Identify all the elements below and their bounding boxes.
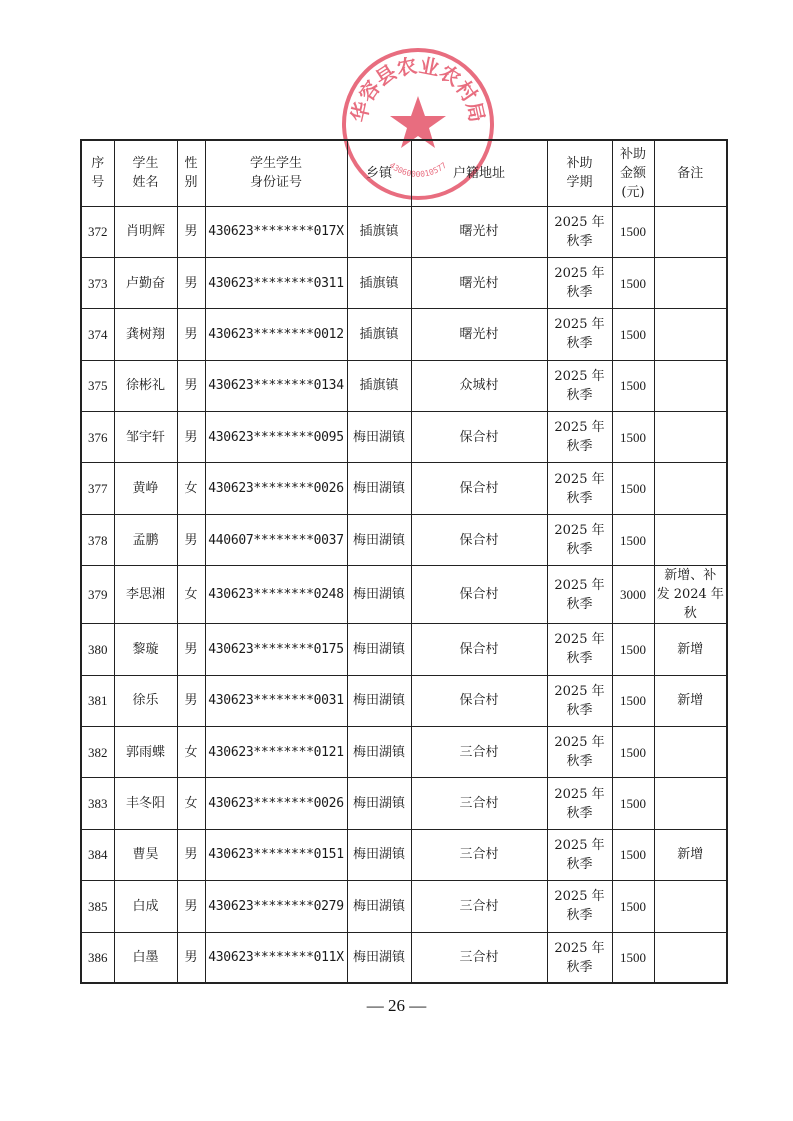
cell-id-number: 430623********0175 <box>205 624 347 675</box>
cell-address: 三合村 <box>411 829 547 880</box>
cell-term: 2025 年 秋季 <box>547 412 612 463</box>
cell-remarks <box>654 932 727 983</box>
cell-name: 肖明辉 <box>114 206 177 257</box>
cell-term: 2025 年 秋季 <box>547 881 612 932</box>
cell-township: 梅田湖镇 <box>347 463 411 514</box>
cell-township: 梅田湖镇 <box>347 412 411 463</box>
header-remarks: 备注 <box>654 140 727 206</box>
cell-amount: 1500 <box>612 412 654 463</box>
cell-term: 2025 年 秋季 <box>547 514 612 565</box>
cell-address: 保合村 <box>411 566 547 624</box>
cell-name: 白成 <box>114 881 177 932</box>
cell-index: 386 <box>81 932 114 983</box>
cell-id-number: 430623********0026 <box>205 778 347 829</box>
cell-amount: 3000 <box>612 566 654 624</box>
cell-gender: 男 <box>177 514 205 565</box>
cell-id-number: 430623********0095 <box>205 412 347 463</box>
cell-gender: 男 <box>177 881 205 932</box>
cell-index: 378 <box>81 514 114 565</box>
cell-term: 2025 年 秋季 <box>547 624 612 675</box>
cell-id-number: 430623********0134 <box>205 360 347 411</box>
cell-address: 三合村 <box>411 778 547 829</box>
cell-amount: 1500 <box>612 727 654 778</box>
table-row <box>81 309 727 360</box>
cell-address: 保合村 <box>411 514 547 565</box>
cell-amount: 1500 <box>612 829 654 880</box>
table-row <box>81 932 727 983</box>
cell-term: 2025 年 秋季 <box>547 778 612 829</box>
cell-township: 插旗镇 <box>347 257 411 308</box>
cell-township: 梅田湖镇 <box>347 675 411 726</box>
cell-gender: 男 <box>177 829 205 880</box>
cell-name: 曹昊 <box>114 829 177 880</box>
cell-amount: 1500 <box>612 360 654 411</box>
cell-amount: 1500 <box>612 463 654 514</box>
cell-amount: 1500 <box>612 206 654 257</box>
cell-name: 孟鹏 <box>114 514 177 565</box>
seal-code: 4306000010577 <box>387 160 449 179</box>
cell-id-number: 430623********011X <box>205 932 347 983</box>
cell-address: 保合村 <box>411 463 547 514</box>
cell-term: 2025 年 秋季 <box>547 360 612 411</box>
cell-remarks <box>654 881 727 932</box>
cell-index: 376 <box>81 412 114 463</box>
cell-address: 保合村 <box>411 624 547 675</box>
cell-amount: 1500 <box>612 514 654 565</box>
cell-address: 三合村 <box>411 727 547 778</box>
cell-remarks <box>654 360 727 411</box>
cell-index: 383 <box>81 778 114 829</box>
cell-name: 郭雨蝶 <box>114 727 177 778</box>
cell-index: 380 <box>81 624 114 675</box>
cell-name: 徐彬礼 <box>114 360 177 411</box>
cell-address: 三合村 <box>411 932 547 983</box>
cell-term: 2025 年 秋季 <box>547 829 612 880</box>
cell-remarks <box>654 778 727 829</box>
cell-name: 卢勤奋 <box>114 257 177 308</box>
cell-gender: 女 <box>177 778 205 829</box>
cell-index: 381 <box>81 675 114 726</box>
cell-gender: 男 <box>177 624 205 675</box>
cell-address: 曙光村 <box>411 257 547 308</box>
cell-index: 384 <box>81 829 114 880</box>
header-row <box>81 140 727 206</box>
cell-term: 2025 年 秋季 <box>547 257 612 308</box>
seal-text: 华容县农业农村局 <box>346 53 490 125</box>
table-row <box>81 778 727 829</box>
cell-address: 保合村 <box>411 675 547 726</box>
table-row <box>81 675 727 726</box>
cell-township: 梅田湖镇 <box>347 624 411 675</box>
table-row <box>81 514 727 565</box>
cell-remarks <box>654 463 727 514</box>
cell-township: 梅田湖镇 <box>347 727 411 778</box>
cell-remarks: 新增、补 发 2024 年 秋 <box>654 566 727 624</box>
header-term: 补助 学期 <box>547 140 612 206</box>
cell-township: 梅田湖镇 <box>347 829 411 880</box>
subsidy-roster-table <box>80 139 728 984</box>
table-row <box>81 463 727 514</box>
cell-id-number: 430623********0311 <box>205 257 347 308</box>
cell-index: 379 <box>81 566 114 624</box>
cell-gender: 男 <box>177 360 205 411</box>
cell-gender: 男 <box>177 932 205 983</box>
header-amount: 补助 金额 (元) <box>612 140 654 206</box>
cell-name: 黄峥 <box>114 463 177 514</box>
cell-gender: 女 <box>177 727 205 778</box>
cell-remarks <box>654 206 727 257</box>
cell-id-number: 430623********0026 <box>205 463 347 514</box>
cell-address: 三合村 <box>411 881 547 932</box>
cell-index: 385 <box>81 881 114 932</box>
cell-township: 插旗镇 <box>347 360 411 411</box>
cell-term: 2025 年 秋季 <box>547 309 612 360</box>
cell-remarks: 新增 <box>654 624 727 675</box>
header-gender: 性 别 <box>177 140 205 206</box>
cell-name: 白墨 <box>114 932 177 983</box>
table-row <box>81 624 727 675</box>
cell-remarks <box>654 412 727 463</box>
cell-id-number: 440607********0037 <box>205 514 347 565</box>
cell-gender: 男 <box>177 412 205 463</box>
cell-address: 曙光村 <box>411 206 547 257</box>
cell-id-number: 430623********0012 <box>205 309 347 360</box>
cell-amount: 1500 <box>612 675 654 726</box>
cell-gender: 女 <box>177 463 205 514</box>
table-row <box>81 829 727 880</box>
cell-remarks: 新增 <box>654 829 727 880</box>
cell-term: 2025 年 秋季 <box>547 675 612 726</box>
header-address: 户籍地址 <box>411 140 547 206</box>
cell-term: 2025 年 秋季 <box>547 932 612 983</box>
cell-remarks <box>654 727 727 778</box>
table-row <box>81 727 727 778</box>
cell-term: 2025 年 秋季 <box>547 206 612 257</box>
cell-remarks <box>654 309 727 360</box>
table-row <box>81 206 727 257</box>
cell-name: 龚树翔 <box>114 309 177 360</box>
cell-id-number: 430623********0248 <box>205 566 347 624</box>
cell-index: 382 <box>81 727 114 778</box>
cell-address: 众城村 <box>411 360 547 411</box>
cell-term: 2025 年 秋季 <box>547 463 612 514</box>
header-index: 序 号 <box>81 140 114 206</box>
cell-township: 梅田湖镇 <box>347 566 411 624</box>
cell-id-number: 430623********0121 <box>205 727 347 778</box>
cell-address: 曙光村 <box>411 309 547 360</box>
cell-index: 374 <box>81 309 114 360</box>
cell-index: 372 <box>81 206 114 257</box>
cell-id-number: 430623********0279 <box>205 881 347 932</box>
table-row <box>81 566 727 624</box>
cell-gender: 男 <box>177 206 205 257</box>
cell-amount: 1500 <box>612 309 654 360</box>
cell-remarks <box>654 514 727 565</box>
header-name: 学生 姓名 <box>114 140 177 206</box>
cell-remarks: 新增 <box>654 675 727 726</box>
cell-township: 梅田湖镇 <box>347 881 411 932</box>
cell-amount: 1500 <box>612 624 654 675</box>
table-row <box>81 412 727 463</box>
cell-amount: 1500 <box>612 778 654 829</box>
cell-gender: 男 <box>177 675 205 726</box>
cell-amount: 1500 <box>612 257 654 308</box>
cell-township: 梅田湖镇 <box>347 932 411 983</box>
cell-township: 梅田湖镇 <box>347 778 411 829</box>
cell-township: 插旗镇 <box>347 206 411 257</box>
cell-name: 徐乐 <box>114 675 177 726</box>
cell-name: 邹宇轩 <box>114 412 177 463</box>
cell-id-number: 430623********0031 <box>205 675 347 726</box>
cell-remarks <box>654 257 727 308</box>
cell-name: 黎璇 <box>114 624 177 675</box>
cell-term: 2025 年 秋季 <box>547 566 612 624</box>
cell-gender: 女 <box>177 566 205 624</box>
page-number: — 26 — <box>366 996 427 1015</box>
cell-township: 插旗镇 <box>347 309 411 360</box>
cell-name: 丰冬阳 <box>114 778 177 829</box>
cell-id-number: 430623********017X <box>205 206 347 257</box>
header-township: 乡镇 <box>347 140 411 206</box>
cell-index: 373 <box>81 257 114 308</box>
table-row <box>81 257 727 308</box>
cell-gender: 男 <box>177 309 205 360</box>
cell-index: 375 <box>81 360 114 411</box>
cell-id-number: 430623********0151 <box>205 829 347 880</box>
cell-gender: 男 <box>177 257 205 308</box>
cell-term: 2025 年 秋季 <box>547 727 612 778</box>
cell-amount: 1500 <box>612 932 654 983</box>
cell-index: 377 <box>81 463 114 514</box>
cell-name: 李思湘 <box>114 566 177 624</box>
table-row <box>81 881 727 932</box>
cell-amount: 1500 <box>612 881 654 932</box>
table-row <box>81 360 727 411</box>
cell-address: 保合村 <box>411 412 547 463</box>
cell-township: 梅田湖镇 <box>347 514 411 565</box>
header-id-number: 学生学生 身份证号 <box>205 140 347 206</box>
